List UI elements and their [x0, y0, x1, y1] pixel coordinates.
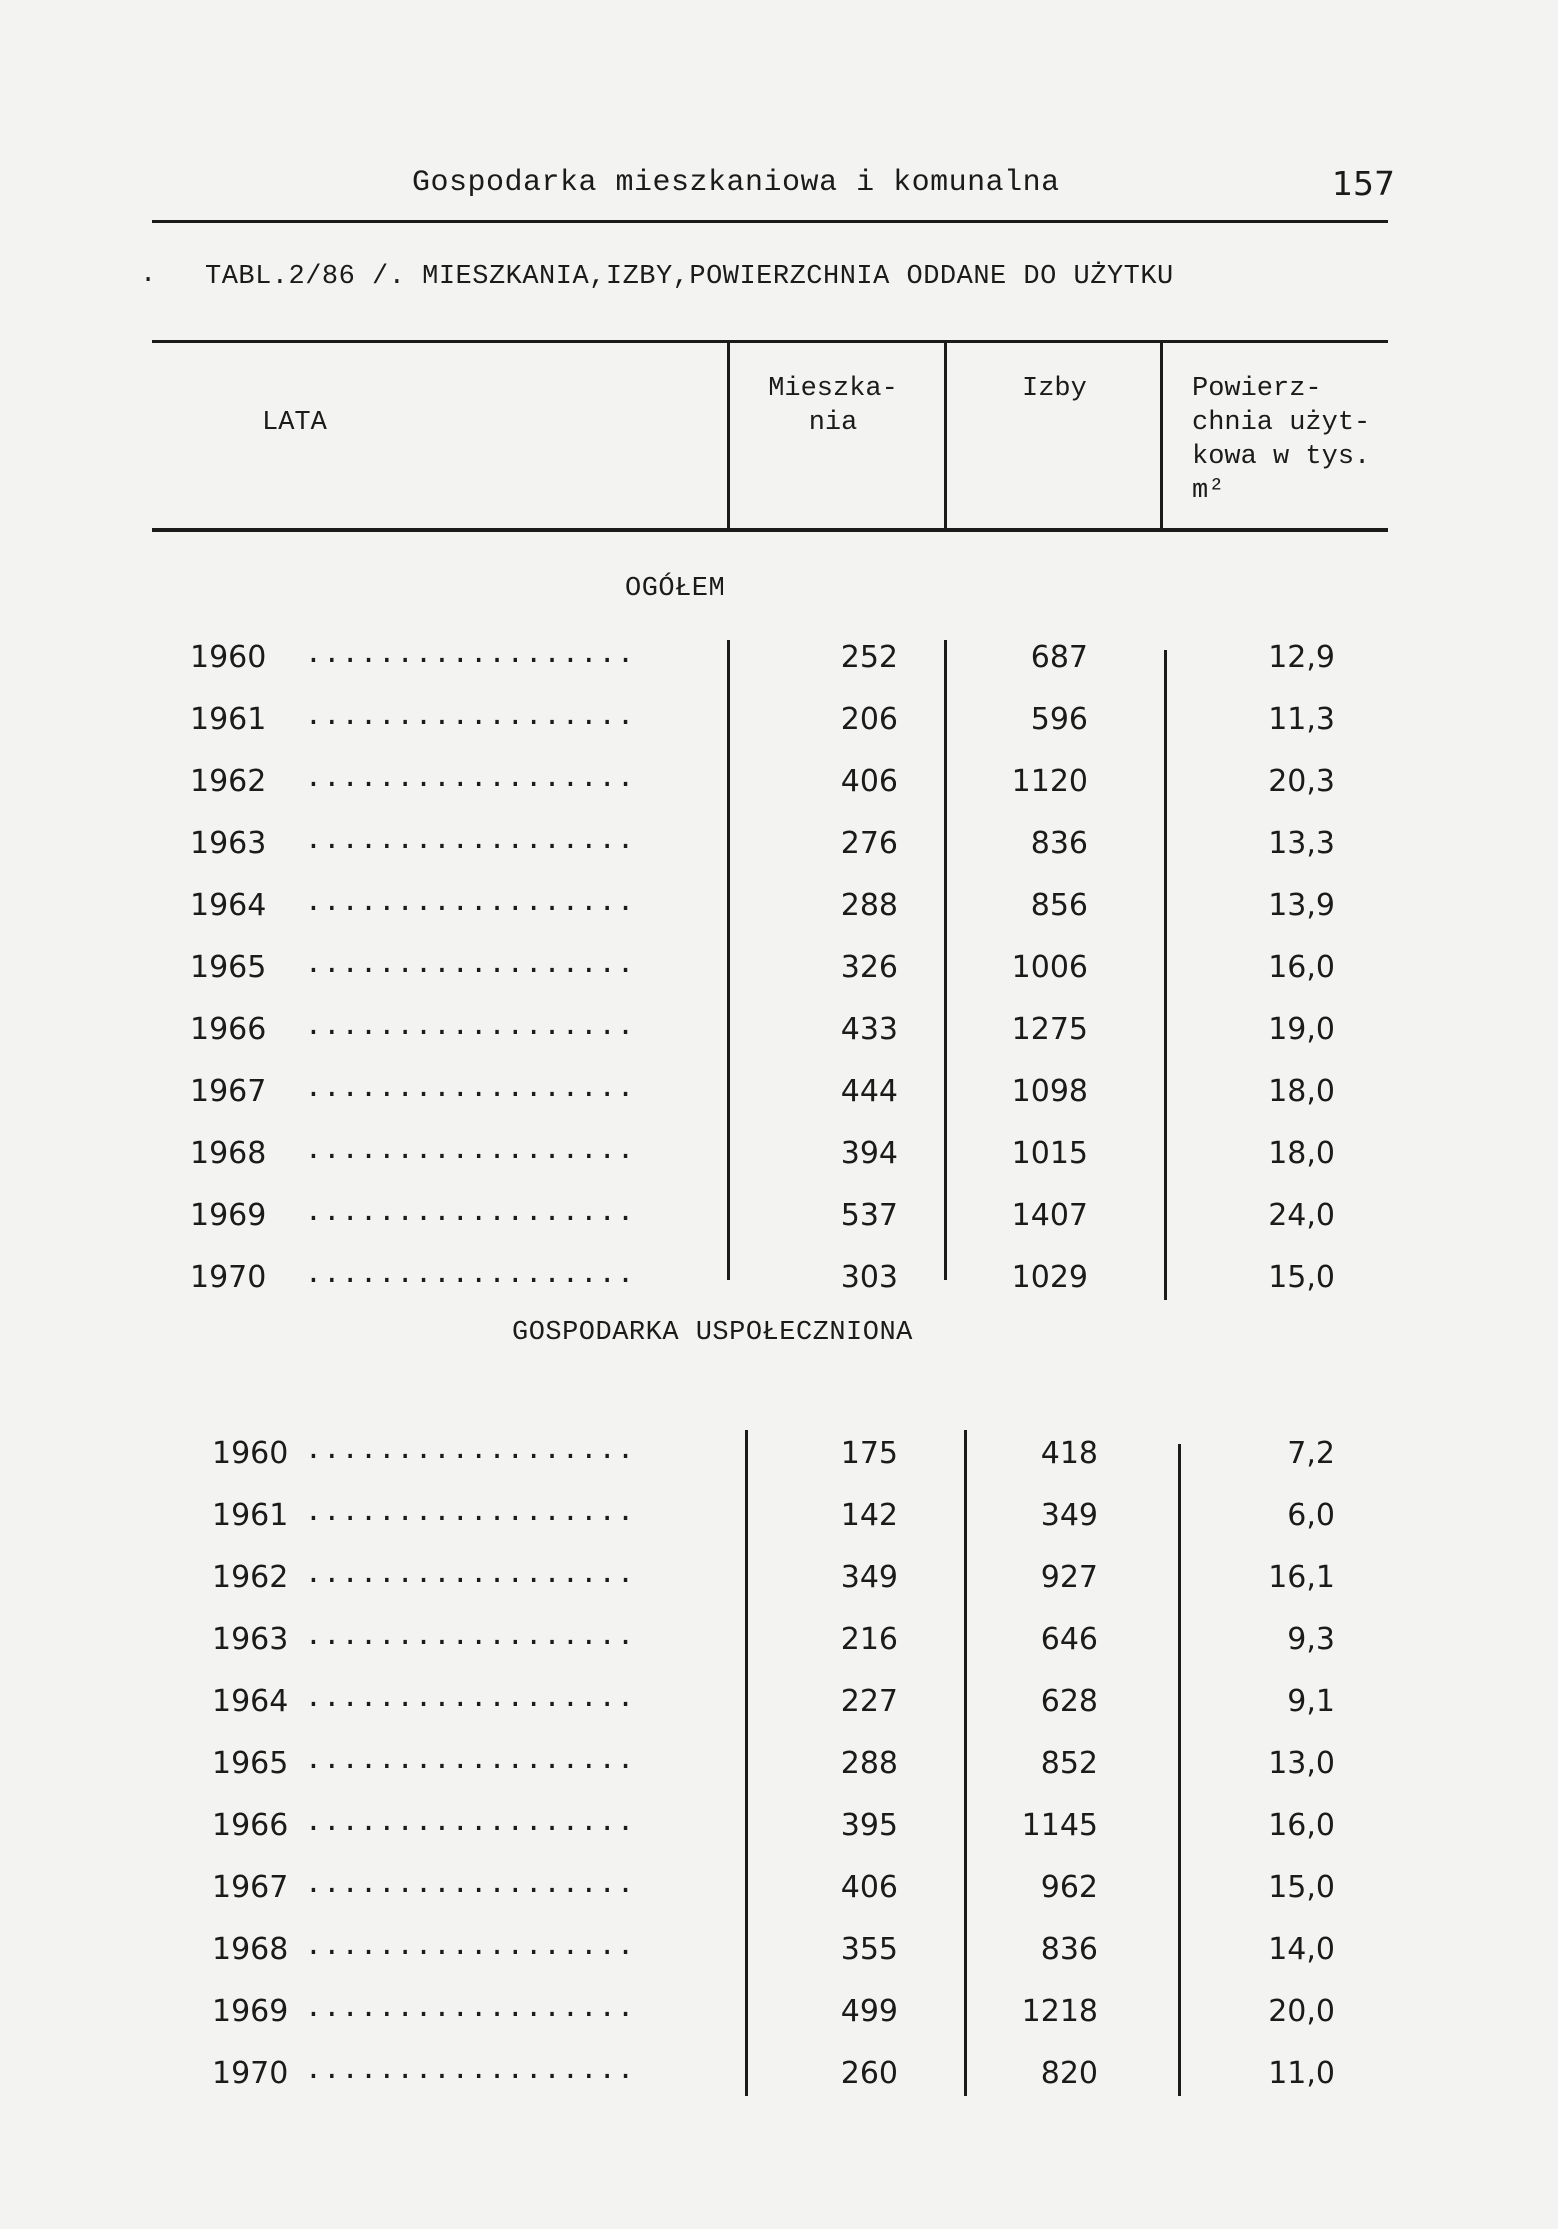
row-leader-dots: .................. [305, 1132, 636, 1165]
row-leader-dots: .................. [305, 1256, 636, 1289]
table-row [0, 1070, 1558, 1114]
row-year: 1969 [212, 1994, 289, 2029]
cell-powierzchnia: 15,0 [1268, 1870, 1335, 1905]
column-header-lata: LATA [262, 408, 327, 438]
cell-mieszkania: 349 [840, 1560, 898, 1595]
caption-bullet: . [140, 260, 157, 290]
section-label-ogolem: OGÓŁEM [625, 574, 726, 604]
cell-izby: 1029 [1011, 1260, 1088, 1295]
cell-mieszkania: 175 [840, 1436, 898, 1471]
row-leader-dots: .................. [305, 1432, 636, 1465]
cell-izby: 1275 [1011, 1012, 1088, 1047]
cell-mieszkania: 537 [840, 1198, 898, 1233]
table-row [0, 1008, 1558, 1052]
cell-izby: 1006 [1011, 950, 1088, 985]
column-header-izby: Izby [1022, 374, 1087, 404]
cell-izby: 1120 [1011, 764, 1088, 799]
row-leader-dots: .................. [305, 698, 636, 731]
cell-powierzchnia: 13,3 [1268, 826, 1335, 861]
header-divider-1 [727, 340, 730, 530]
row-leader-dots: .................. [305, 884, 636, 917]
row-year: 1966 [212, 1808, 289, 1843]
cell-powierzchnia: 7,2 [1287, 1436, 1335, 1471]
cell-izby: 836 [1030, 826, 1088, 861]
cell-mieszkania: 355 [840, 1932, 898, 1967]
cell-powierzchnia: 6,0 [1287, 1498, 1335, 1533]
row-leader-dots: .................. [305, 1742, 636, 1775]
cell-izby: 596 [1030, 702, 1088, 737]
table-row [0, 1928, 1558, 1972]
table-row [0, 822, 1558, 866]
cell-izby: 820 [1040, 2056, 1098, 2091]
cell-powierzchnia: 13,0 [1268, 1746, 1335, 1781]
table-caption: TABL.2/86 /. MIESZKANIA,IZBY,POWIERZCHNIA ODDANE DO UŻYTKU [205, 262, 1174, 292]
table-row [0, 698, 1558, 742]
cell-powierzchnia: 12,9 [1268, 640, 1335, 675]
row-year: 1967 [190, 1074, 267, 1109]
column-header-powierzchnia: Powierz- chnia użyt- kowa w tys. m² [1192, 374, 1371, 506]
cell-izby: 927 [1040, 1560, 1098, 1595]
table-row [0, 1432, 1558, 1476]
table-row [0, 636, 1558, 680]
row-year: 1960 [190, 640, 267, 675]
cell-powierzchnia: 11,0 [1268, 2056, 1335, 2091]
row-year: 1967 [212, 1870, 289, 1905]
cell-powierzchnia: 16,1 [1268, 1560, 1335, 1595]
table-row [0, 1256, 1558, 1300]
cell-izby: 646 [1040, 1622, 1098, 1657]
table-row [0, 1804, 1558, 1848]
header-rule [152, 220, 1388, 223]
cell-powierzchnia: 11,3 [1268, 702, 1335, 737]
cell-izby: 1015 [1011, 1136, 1088, 1171]
cell-mieszkania: 252 [840, 640, 898, 675]
table-header-bottom-rule [152, 528, 1388, 532]
row-year: 1968 [212, 1932, 289, 1967]
cell-mieszkania: 444 [840, 1074, 898, 1109]
cell-powierzchnia: 19,0 [1268, 1012, 1335, 1047]
row-leader-dots: .................. [305, 1928, 636, 1961]
cell-izby: 856 [1030, 888, 1088, 923]
cell-powierzchnia: 9,3 [1287, 1622, 1335, 1657]
cell-powierzchnia: 20,3 [1268, 764, 1335, 799]
row-year: 1970 [190, 1260, 267, 1295]
row-leader-dots: .................. [305, 760, 636, 793]
row-year: 1968 [190, 1136, 267, 1171]
row-leader-dots: .................. [305, 1008, 636, 1041]
row-leader-dots: .................. [305, 822, 636, 855]
table-row [0, 1866, 1558, 1910]
cell-izby: 628 [1040, 1684, 1098, 1719]
cell-powierzchnia: 16,0 [1268, 950, 1335, 985]
row-leader-dots: .................. [305, 1990, 636, 2023]
cell-mieszkania: 276 [840, 826, 898, 861]
table-row [0, 1132, 1558, 1176]
cell-mieszkania: 499 [840, 1994, 898, 2029]
cell-mieszkania: 394 [840, 1136, 898, 1171]
cell-izby: 962 [1040, 1870, 1098, 1905]
cell-powierzchnia: 9,1 [1287, 1684, 1335, 1719]
row-year: 1960 [212, 1436, 289, 1471]
cell-powierzchnia: 14,0 [1268, 1932, 1335, 1967]
cell-izby: 418 [1040, 1436, 1098, 1471]
cell-powierzchnia: 18,0 [1268, 1136, 1335, 1171]
cell-powierzchnia: 15,0 [1268, 1260, 1335, 1295]
row-year: 1964 [212, 1684, 289, 1719]
cell-mieszkania: 433 [840, 1012, 898, 1047]
section-label-gospodarka-uspoleczniona: GOSPODARKA USPOŁECZNIONA [512, 1318, 913, 1348]
row-year: 1963 [212, 1622, 289, 1657]
cell-izby: 349 [1040, 1498, 1098, 1533]
row-year: 1969 [190, 1198, 267, 1233]
cell-powierzchnia: 18,0 [1268, 1074, 1335, 1109]
row-year: 1964 [190, 888, 267, 923]
row-year: 1962 [190, 764, 267, 799]
cell-mieszkania: 288 [840, 1746, 898, 1781]
row-leader-dots: .................. [305, 1804, 636, 1837]
cell-powierzchnia: 16,0 [1268, 1808, 1335, 1843]
cell-izby: 687 [1030, 640, 1088, 675]
cell-izby: 1218 [1021, 1994, 1098, 2029]
row-year: 1963 [190, 826, 267, 861]
cell-powierzchnia: 13,9 [1268, 888, 1335, 923]
row-leader-dots: .................. [305, 946, 636, 979]
row-leader-dots: .................. [305, 1556, 636, 1589]
row-leader-dots: .................. [305, 1070, 636, 1103]
header-divider-2 [944, 340, 947, 530]
row-year: 1961 [212, 1498, 289, 1533]
cell-powierzchnia: 20,0 [1268, 1994, 1335, 2029]
row-year: 1965 [212, 1746, 289, 1781]
table-row [0, 1556, 1558, 1600]
cell-mieszkania: 260 [840, 2056, 898, 2091]
column-header-mieszkania: Mieszka- nia [768, 374, 898, 438]
cell-izby: 836 [1040, 1932, 1098, 1967]
table-row [0, 1194, 1558, 1238]
table-row [0, 1742, 1558, 1786]
cell-powierzchnia: 24,0 [1268, 1198, 1335, 1233]
table-row [0, 1680, 1558, 1724]
row-year: 1965 [190, 950, 267, 985]
row-leader-dots: .................. [305, 1194, 636, 1227]
cell-mieszkania: 227 [840, 1684, 898, 1719]
row-year: 1962 [212, 1560, 289, 1595]
cell-izby: 1145 [1021, 1808, 1098, 1843]
table-top-rule [152, 340, 1388, 343]
cell-izby: 852 [1040, 1746, 1098, 1781]
table-row [0, 946, 1558, 990]
cell-izby: 1407 [1011, 1198, 1088, 1233]
cell-izby: 1098 [1011, 1074, 1088, 1109]
cell-mieszkania: 406 [840, 764, 898, 799]
cell-mieszkania: 326 [840, 950, 898, 985]
table-row [0, 760, 1558, 804]
row-leader-dots: .................. [305, 1494, 636, 1527]
row-leader-dots: .................. [305, 1680, 636, 1713]
row-leader-dots: .................. [305, 1618, 636, 1651]
table-row [0, 1990, 1558, 2034]
row-year: 1970 [212, 2056, 289, 2091]
row-leader-dots: .................. [305, 636, 636, 669]
cell-mieszkania: 142 [840, 1498, 898, 1533]
table-row [0, 1494, 1558, 1538]
cell-mieszkania: 288 [840, 888, 898, 923]
table-row [0, 884, 1558, 928]
cell-mieszkania: 206 [840, 702, 898, 737]
cell-mieszkania: 406 [840, 1870, 898, 1905]
row-leader-dots: .................. [305, 1866, 636, 1899]
cell-mieszkania: 395 [840, 1808, 898, 1843]
page-number: 157 [1332, 164, 1395, 203]
row-year: 1961 [190, 702, 267, 737]
table-row [0, 1618, 1558, 1662]
row-leader-dots: .................. [305, 2052, 636, 2085]
cell-mieszkania: 303 [840, 1260, 898, 1295]
header-divider-3 [1160, 340, 1163, 530]
table-row [0, 2052, 1558, 2096]
cell-mieszkania: 216 [840, 1622, 898, 1657]
running-header-title: Gospodarka mieszkaniowa i komunalna [412, 166, 1060, 200]
row-year: 1966 [190, 1012, 267, 1047]
